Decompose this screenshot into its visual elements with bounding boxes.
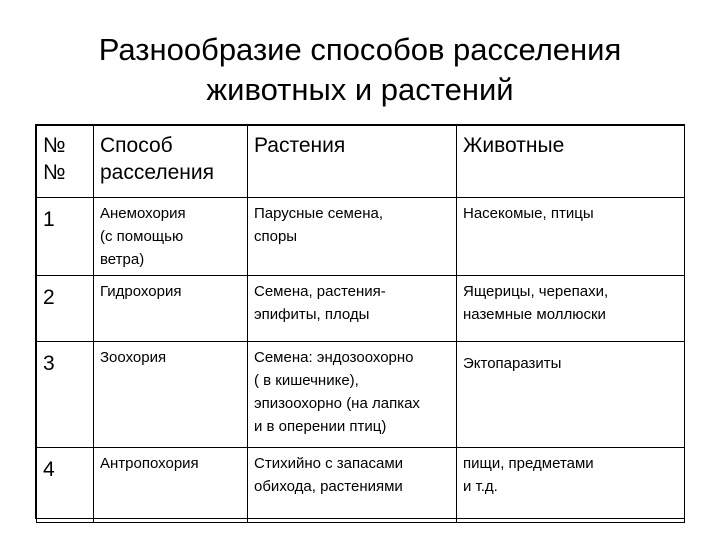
row-number: 1 [37, 198, 94, 276]
table-row [37, 342, 685, 448]
title-line-1: Разнообразие способов расселения [98, 32, 622, 67]
row-plants: Парусные семена, споры [248, 198, 457, 276]
table-row [37, 276, 685, 342]
row-animals: Эктопаразиты [457, 342, 685, 448]
row-number: 2 [37, 276, 94, 342]
header-number: № № [37, 126, 94, 198]
row-number: 3 [37, 342, 94, 448]
slide-title [0, 30, 720, 110]
row-plants: Стихийно с запасами обихода, растениями [248, 448, 457, 523]
row-method: Гидрохория [94, 276, 248, 342]
row-animals: Ящерицы, черепахи, наземные моллюски [457, 276, 685, 342]
row-plants: Семена: эндозоохорно ( в кишечнике), эпизоохорно (на лапках и в оперении птиц) [248, 342, 457, 448]
header-plants: Растения [248, 126, 457, 198]
row-number: 4 [37, 448, 94, 523]
dispersal-table [36, 125, 685, 523]
header-method: Способ расселения [94, 126, 248, 198]
table-row [37, 198, 685, 276]
row-method: Зоохория [94, 342, 248, 448]
header-animals: Животные [457, 126, 685, 198]
title-line-2: животных и растений [206, 72, 514, 107]
row-animals: Насекомые, птицы [457, 198, 685, 276]
table-row [37, 448, 685, 523]
row-plants: Семена, растения- эпифиты, плоды [248, 276, 457, 342]
row-method: Антропохория [94, 448, 248, 523]
row-method: Анемохория (с помощью ветра) [94, 198, 248, 276]
row-animals: пищи, предметами и т.д. [457, 448, 685, 523]
table-header-row [37, 126, 685, 198]
